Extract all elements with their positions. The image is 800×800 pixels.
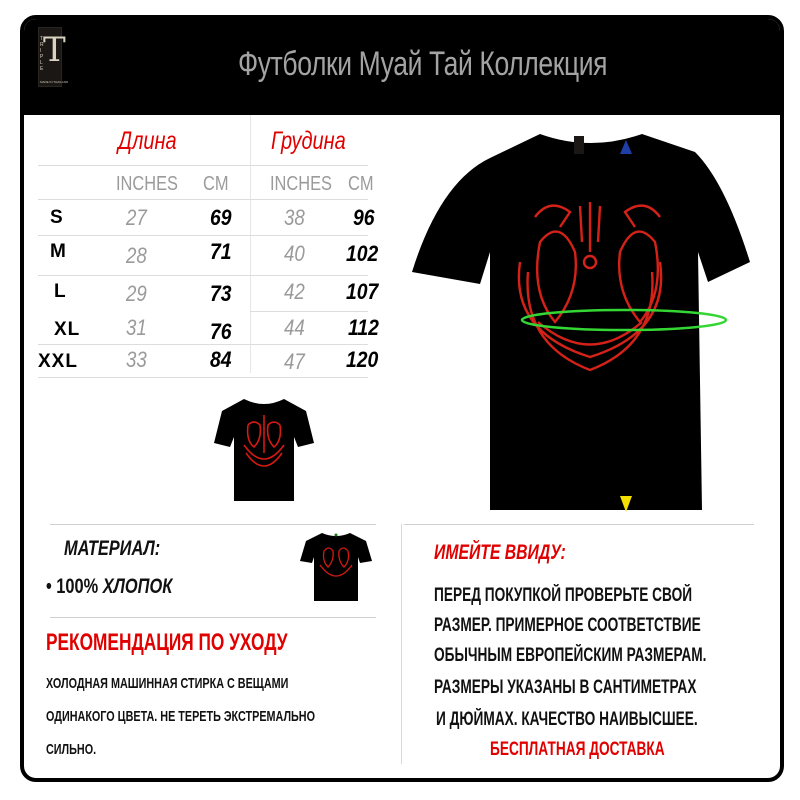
unit-header-chest-cm: CM <box>348 173 374 195</box>
table-row <box>38 275 398 309</box>
page-title: Футболки Муай Тай Коллекция <box>238 45 608 83</box>
care-text-line: ОДИНАКОГО ЦВЕТА. НЕ ТЕРЕТЬ ЭКСТРЕМАЛЬНО <box>46 708 316 725</box>
column-group-length: Длина <box>118 127 177 155</box>
care-text-line: СИЛЬНО. <box>46 741 97 758</box>
bullet: • <box>46 575 52 598</box>
size-label: XXL <box>38 351 78 372</box>
unit-header-length-cm: CM <box>203 173 229 195</box>
chest-cm: 102 <box>346 241 379 266</box>
length-inches: 29 <box>126 281 147 306</box>
material-title: МАТЕРИАЛ: <box>64 537 161 560</box>
tshirt-material-icon <box>300 529 372 603</box>
note-text-line: РАЗМЕРЫ УКАЗАНЫ В САНТИМЕТРАХ <box>434 677 697 698</box>
unit-header-length-inches: INCHES <box>116 173 178 195</box>
length-inches: 28 <box>126 243 147 268</box>
size-label: L <box>54 281 67 302</box>
length-cm: 69 <box>210 205 232 230</box>
chest-cm: 112 <box>348 315 379 340</box>
size-label: S <box>50 207 64 228</box>
table-row <box>38 201 398 235</box>
size-chart-card <box>20 15 784 782</box>
chest-cm: 107 <box>346 279 379 304</box>
material-composition <box>46 575 172 599</box>
divider <box>38 377 368 378</box>
divider <box>404 524 754 525</box>
brand-letters: T R I P L E <box>40 36 44 72</box>
length-cm: 76 <box>210 319 232 344</box>
tshirt-thumbnail-image <box>214 395 314 505</box>
length-cm: 84 <box>210 347 232 372</box>
note-text-line: И ДЮЙМАХ. КАЧЕСТВО НАИВЫСШЕЕ. <box>436 709 698 730</box>
material-fabric: ХЛОПОК <box>102 575 173 598</box>
tshirt-measurement-diagram <box>410 122 780 522</box>
length-cm: 73 <box>210 281 232 306</box>
brand-tagline: MADE IN THAILAND <box>40 80 69 84</box>
material-percent: 100% <box>56 575 99 598</box>
care-text-line: ХОЛОДНАЯ МАШИННАЯ СТИРКА С ВЕЩАМИ <box>46 675 289 692</box>
care-title: РЕКОМЕНДАЦИЯ ПО УХОДУ <box>46 629 288 656</box>
chest-inches: 40 <box>284 241 305 266</box>
table-row <box>38 345 398 379</box>
note-text-line: ОБЫЧНЫМ ЕВРОПЕЙСКИМ РАЗМЕРАМ. <box>434 645 707 666</box>
size-table <box>38 115 398 395</box>
size-label: M <box>50 241 67 262</box>
table-row <box>38 237 398 271</box>
brand-logo <box>38 27 69 87</box>
chest-inches: 44 <box>284 315 305 340</box>
divider <box>38 199 368 200</box>
column-group-chest: Грудина <box>271 127 346 155</box>
note-title: ИМЕЙТЕ ВВИДУ: <box>434 541 566 564</box>
free-shipping-highlight: БЕСПЛАТНАЯ ДОСТАВКА <box>490 739 665 760</box>
length-inches: 31 <box>126 315 147 340</box>
section-divider <box>401 524 402 764</box>
size-label: XL <box>54 319 81 340</box>
divider <box>38 165 368 166</box>
chest-cm: 120 <box>346 347 379 372</box>
chest-inches: 42 <box>284 279 305 304</box>
brand-t-glyph: T <box>43 30 66 70</box>
length-inches: 27 <box>126 205 147 230</box>
note-text-line: РАЗМЕР. ПРИМЕРНОЕ СООТВЕТСТВИЕ <box>434 615 701 636</box>
length-inches: 33 <box>126 347 147 372</box>
chest-inches: 38 <box>284 205 305 230</box>
chest-cm: 96 <box>353 205 375 230</box>
length-cm: 71 <box>210 239 232 264</box>
neck-label <box>574 136 584 154</box>
tshirt-silhouette <box>412 134 750 510</box>
divider <box>50 617 376 618</box>
divider <box>50 524 376 525</box>
chest-inches: 47 <box>284 349 305 374</box>
table-row <box>38 311 398 345</box>
unit-header-chest-inches: INCHES <box>270 173 332 195</box>
divider <box>38 235 368 236</box>
header-bar <box>24 19 780 115</box>
note-text-line: ПЕРЕД ПОКУПКОЙ ПРОВЕРЬТЕ СВОЙ <box>434 585 693 606</box>
